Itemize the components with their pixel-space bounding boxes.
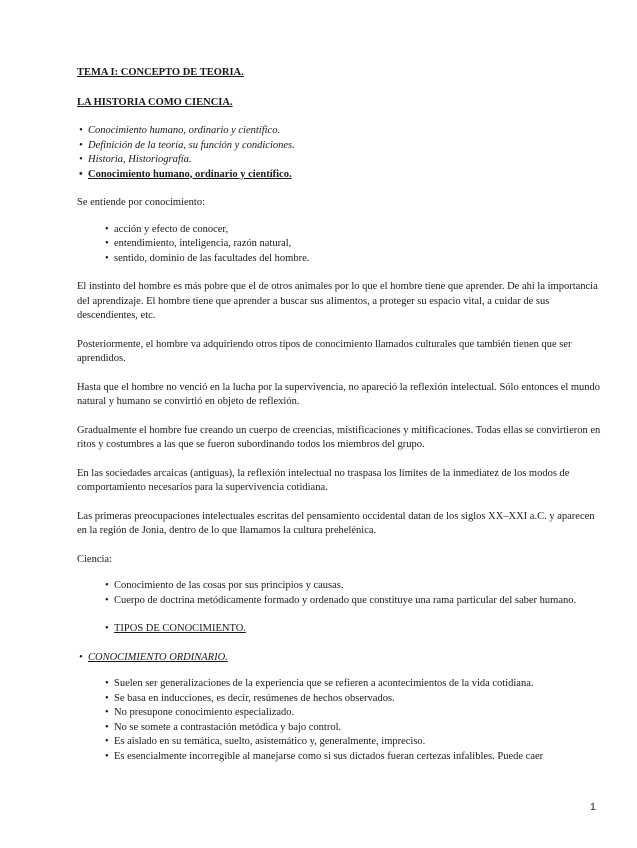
document-title: TEMA I: CONCEPTO DE TEORIA. xyxy=(77,67,244,78)
ordinario-item: • No presupone conocimiento especializado. xyxy=(103,706,607,721)
paragraph: Hasta que el hombre no venció en la lucha por la supervivencia, no apareció la reflexión intelectual. Sólo entonces el mundo natural y humano se convirtió en objeto de reflexión. xyxy=(77,381,601,407)
ordinario-list xyxy=(77,677,607,764)
ordinario-item: • Se basa en inducciones, es decir, resúmenes de hechos observados. xyxy=(103,692,607,707)
paragraph: El instinto del hombre es más pobre que el de otros animales por lo que el hombre tiene que aprender. De ahí la importancia del aprendizaje. El hombre tiene que aprender a buscar sus alimentos, a proteger su espacio vital, a cuidar de sus descendientes, etc. xyxy=(77,281,598,321)
bullet-icon: • xyxy=(79,168,83,180)
document-page xyxy=(77,66,607,764)
bullet-icon: • xyxy=(79,154,83,165)
bullet-icon: • xyxy=(105,750,109,762)
bullet-icon: • xyxy=(79,139,83,151)
bullet-icon: • xyxy=(105,692,109,704)
paragraph: Gradualmente el hombre fue creando un cuerpo de creencias, mistificaciones y mitificaciones. Todas ellas se convirtieron en ritos y costumbres a las que se fueron subordinando todos los miembros del grupo. xyxy=(77,424,601,450)
topic-list xyxy=(77,124,607,182)
ordinario-item: • Es esencialmente incorregible al manejarse como si sus dictados fueran certezas infalibles. Puede caer xyxy=(103,750,607,765)
paragraph: En las sociedades arcaicas (antiguas), la reflexión intelectual no traspasa los límites de la inmediatez de los modos de comportamiento necesarios para la supervivencia cotidiana. xyxy=(77,467,570,493)
tipos-section xyxy=(77,622,607,637)
bullet-icon: • xyxy=(105,252,109,264)
definition-list xyxy=(77,223,607,267)
bullet-icon: • xyxy=(105,623,109,634)
definition-item: • acción y efecto de conocer, xyxy=(103,223,607,238)
bullet-icon: • xyxy=(105,736,109,747)
page-number: 1 xyxy=(590,801,596,813)
bullet-icon: • xyxy=(105,678,109,689)
definition-item: • entendimiento, inteligencia, razón natural, xyxy=(103,237,607,252)
ordinario-item: • Suelen ser generalizaciones de la experiencia que se refieren a acontecimientos de la vida cotidiana. xyxy=(103,677,607,692)
paragraph: Las primeras preocupaciones intelectuales escritas del pensamiento occidental datan de los siglos XX–XXI a.C. y aparecen en la región de Jonia, dentro de lo que llamamos la cultura prehelénica. xyxy=(77,510,595,536)
bullet-icon: • xyxy=(105,580,109,591)
ordinario-heading: • CONOCIMIENTO ORDINARIO. xyxy=(77,651,607,666)
ordinario-section xyxy=(77,651,607,666)
document-subtitle: LA HISTORIA COMO CIENCIA. xyxy=(77,96,233,108)
ciencia-label: Ciencia: xyxy=(77,553,112,565)
topic-item: • Definición de la teoría, su función y condiciones. xyxy=(77,139,607,154)
definition-item: • sentido, dominio de las facultades del hombre. xyxy=(103,252,607,267)
bullet-icon: • xyxy=(105,223,109,235)
topic-item: • Historia, Historiografía. xyxy=(77,153,607,168)
ordinario-item: • Es aislado en su temática, suelto, asistemático y, generalmente, impreciso. xyxy=(103,735,607,750)
bullet-icon: • xyxy=(105,707,109,718)
ordinario-item: • No se somete a contrastación metódica y bajo control. xyxy=(103,721,607,736)
ciencia-item: • Cuerpo de doctrina metódicamente formado y ordenado que constituye una rama particular del saber humano. xyxy=(103,594,607,609)
topic-item: • Conocimiento humano, ordinario y científico. xyxy=(77,124,607,139)
bullet-icon: • xyxy=(105,721,109,733)
ciencia-list xyxy=(77,579,607,608)
intro-text: Se entiende por conocimiento: xyxy=(77,197,206,208)
tipos-heading: • TIPOS DE CONOCIMIENTO. xyxy=(103,622,607,637)
ciencia-item: • Conocimiento de las cosas por sus principios y causas. xyxy=(103,579,607,594)
topic-item-current: • Conocimiento humano, ordinario y científico. xyxy=(77,168,607,183)
bullet-icon: • xyxy=(79,125,83,136)
bullet-icon: • xyxy=(105,594,109,606)
paragraph: Posteriormente, el hombre va adquiriendo otros tipos de conocimiento llamados culturales que también tienen que ser aprendidos. xyxy=(77,338,572,364)
bullet-icon: • xyxy=(105,238,109,249)
bullet-icon: • xyxy=(79,651,83,663)
